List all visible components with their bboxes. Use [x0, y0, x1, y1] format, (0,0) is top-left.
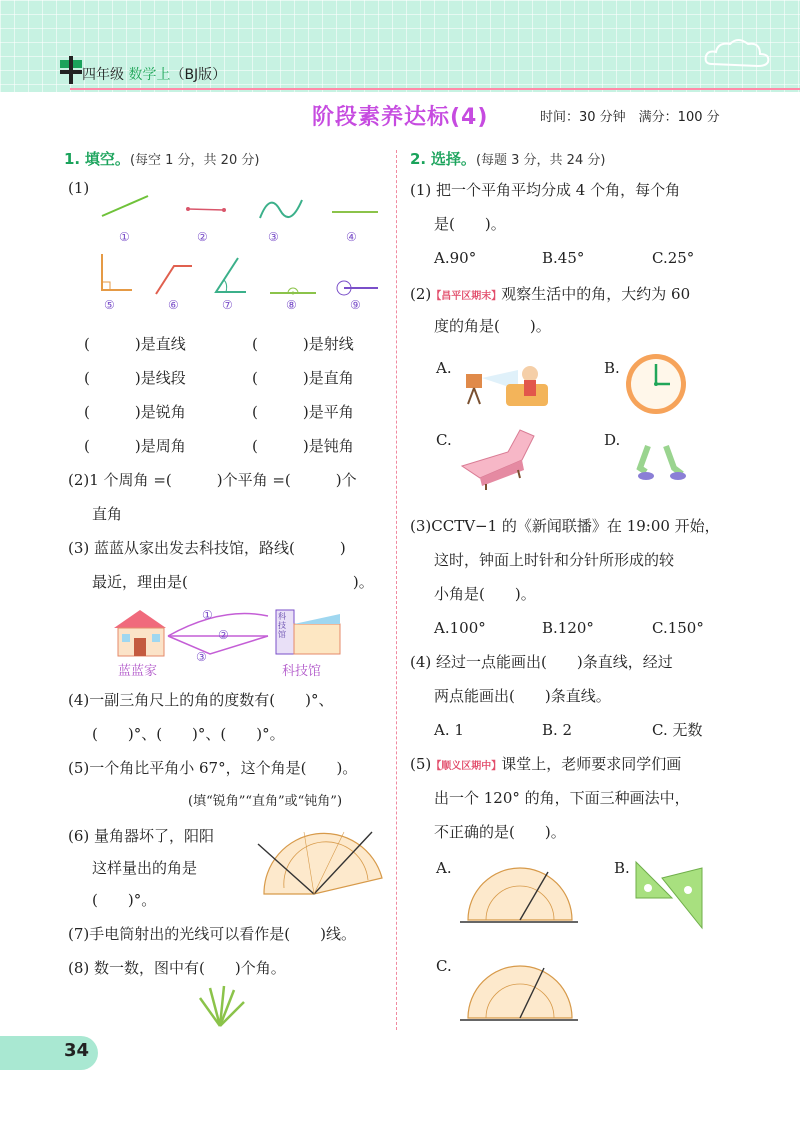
- s2-q5-option-c[interactable]: C.: [436, 957, 452, 975]
- section2-number: 2.: [410, 150, 427, 168]
- s2-q5-line3[interactable]: 不正确的是( )。: [434, 823, 566, 841]
- s2-q4-line2[interactable]: 两点能画出( )条直线。: [434, 687, 611, 705]
- q5-hint: (填“锐角”“直角”或“钝角”): [188, 794, 343, 809]
- figure-right-angle: [100, 252, 134, 294]
- clock-image: [624, 352, 688, 416]
- s2-q4-option-c[interactable]: C. 无数: [652, 721, 703, 739]
- s2-q2-text: 观察生活中的角，大约为 60: [501, 285, 691, 303]
- figure-label-3: ③: [268, 230, 279, 244]
- q1-blank-straight-angle[interactable]: ( )是平角: [252, 403, 354, 421]
- figure-acute-angle: [212, 256, 248, 296]
- s2-q2-option-c[interactable]: C.: [436, 431, 452, 449]
- figure-straight-angle: [268, 282, 318, 296]
- q7-text[interactable]: (7)手电筒射出的光线可以看作是( )线。: [68, 925, 356, 943]
- section1-name: 填空。: [84, 150, 130, 168]
- time-score-info: 时间：30 分钟 满分：100 分: [540, 110, 720, 125]
- figure-line-segment: [186, 204, 226, 214]
- edition-text: （BJ版）: [170, 67, 227, 83]
- s2-q5-label: (5): [410, 755, 432, 773]
- section1-heading: [64, 148, 259, 169]
- q3-line1[interactable]: (3) 蓝蓝从家出发去科技馆，路线( ): [68, 539, 346, 557]
- q1-blank-segment[interactable]: ( )是线段: [84, 369, 186, 387]
- s2-q2-option-a[interactable]: A.: [436, 359, 452, 377]
- q4-line2[interactable]: ( )°、( )°、( )°。: [92, 725, 285, 743]
- figure-label-7: ⑦: [222, 298, 233, 312]
- q6-line2: 这样量出的角是: [92, 859, 198, 877]
- q4-line1[interactable]: (4)一副三角尺上的角的度数有( )°、: [68, 691, 334, 709]
- s2-q5-text: 课堂上，老师要求同学们画: [501, 755, 682, 773]
- s2-q4-option-a[interactable]: A. 1: [434, 721, 464, 739]
- s2-q2-line2[interactable]: 度的角是( )。: [434, 317, 551, 335]
- s2-q1-option-c[interactable]: C.25°: [652, 249, 695, 267]
- figure-label-6: ⑥: [168, 298, 179, 312]
- q1-blank-line[interactable]: ( )是直线: [84, 335, 186, 353]
- section2-name: 选择。: [430, 150, 476, 168]
- s2-q5-option-a[interactable]: A.: [436, 859, 452, 877]
- s2-q3-option-a[interactable]: A.100°: [434, 619, 486, 637]
- museum-sign: 科技馆: [278, 612, 286, 639]
- s2-q1-option-b[interactable]: B.45°: [542, 249, 585, 267]
- s2-q3-line2: 这时，钟面上时针和分针所形成的较: [434, 551, 675, 569]
- section2-heading: [410, 148, 605, 169]
- figure-curve: [258, 196, 304, 226]
- q2-line1[interactable]: (2)1 个周角 =( )个平角 =( )个: [68, 471, 357, 489]
- s2-q4-option-b[interactable]: B. 2: [542, 721, 573, 739]
- header-grade: [82, 64, 226, 84]
- s2-q3-option-c[interactable]: C.150°: [652, 619, 704, 637]
- projector-viewer-image: [462, 350, 552, 410]
- s2-q4-line1[interactable]: (4) 经过一点能画出( )条直线，经过: [410, 653, 673, 671]
- s2-q1-option-a[interactable]: A.90°: [434, 249, 477, 267]
- s2-q5-line2: 出一个 120° 的角，下面三种画法中，: [434, 789, 690, 807]
- header-rule: [70, 88, 800, 90]
- figure-label-5: ⑤: [104, 298, 115, 312]
- q5-line1[interactable]: (5)一个角比平角小 67°，这个角是( )。: [68, 759, 358, 777]
- column-divider: [396, 150, 397, 1030]
- q1-label: (1): [68, 179, 90, 197]
- s2-q2-option-b[interactable]: B.: [604, 359, 620, 377]
- protractor-drawing-c: [460, 964, 580, 1024]
- s2-q3-line3[interactable]: 小角是( )。: [434, 585, 536, 603]
- q1-blank-acute-angle[interactable]: ( )是锐角: [84, 403, 186, 421]
- s2-q5-source-tag: 【顺义区期中】: [431, 761, 502, 772]
- q1-blank-obtuse-angle[interactable]: ( )是钝角: [252, 437, 354, 455]
- figure-label-2: ②: [197, 230, 208, 244]
- broken-protractor-figure: [244, 818, 386, 898]
- lounge-chair-image: [456, 426, 552, 492]
- page-number: 34: [64, 1040, 90, 1061]
- s2-q1-line1: (1) 把一个平角平均分成 4 个角，每个角: [410, 181, 681, 199]
- book-logo-icon: [58, 56, 84, 84]
- grade-text: 四年级: [82, 67, 124, 83]
- s2-q2-option-d[interactable]: D.: [604, 431, 621, 449]
- section1-number: 1.: [64, 150, 81, 168]
- section2-note: (每题 3 分，共 24 分): [475, 153, 606, 168]
- figure-label-1: ①: [119, 230, 130, 244]
- q1-blank-right-angle[interactable]: ( )是直角: [252, 369, 354, 387]
- q6-line1: (6) 量角器坏了，阳阳: [68, 827, 215, 845]
- s2-q3-option-b[interactable]: B.120°: [542, 619, 594, 637]
- q3-line2[interactable]: 最近，理由是( )。: [92, 573, 374, 591]
- figure-straight-line: [100, 192, 150, 222]
- figure-label-8: ⑧: [286, 298, 297, 312]
- s2-q3-line1: (3)CCTV−1 的《新闻联播》在 19:00 开始，: [410, 517, 720, 535]
- route-label-2: ②: [218, 628, 229, 642]
- route-diagram: [112, 606, 348, 662]
- home-label: 蓝蓝家: [118, 664, 158, 679]
- subject-text: 数学上: [128, 67, 171, 83]
- q2-line2: 直角: [92, 505, 123, 523]
- figure-ray: [330, 208, 380, 216]
- figure-full-angle: [334, 278, 380, 298]
- s2-q2-line1: [410, 284, 690, 307]
- s2-q5-line1: [410, 754, 681, 777]
- page-title: 阶段素养达标(4): [312, 105, 489, 130]
- protractor-drawing-a: [460, 866, 580, 926]
- legs-stride-image: [636, 442, 684, 482]
- set-square-drawing-b: [632, 858, 708, 930]
- figure-label-9: ⑨: [350, 298, 361, 312]
- museum-label: 科技馆: [282, 664, 322, 679]
- section1-note: (每空 1 分，共 20 分): [129, 153, 260, 168]
- s2-q1-line2[interactable]: 是( )。: [434, 215, 506, 233]
- fan-angles-figure: [196, 984, 246, 1028]
- q1-blank-full-angle[interactable]: ( )是周角: [84, 437, 186, 455]
- s2-q2-label: (2): [410, 285, 432, 303]
- figure-obtuse-angle: [154, 262, 194, 296]
- q6-line3[interactable]: ( )°。: [92, 891, 157, 909]
- figure-label-4: ④: [346, 230, 357, 244]
- s2-q2-source-tag: 【昌平区期末】: [431, 291, 502, 302]
- s2-q5-option-b[interactable]: B.: [614, 859, 630, 877]
- q8-text[interactable]: (8) 数一数，图中有( )个角。: [68, 959, 286, 977]
- route-label-1: ①: [202, 608, 213, 622]
- q1-blank-ray[interactable]: ( )是射线: [252, 335, 354, 353]
- route-label-3: ③: [196, 650, 207, 664]
- cloud-icon: [702, 36, 772, 72]
